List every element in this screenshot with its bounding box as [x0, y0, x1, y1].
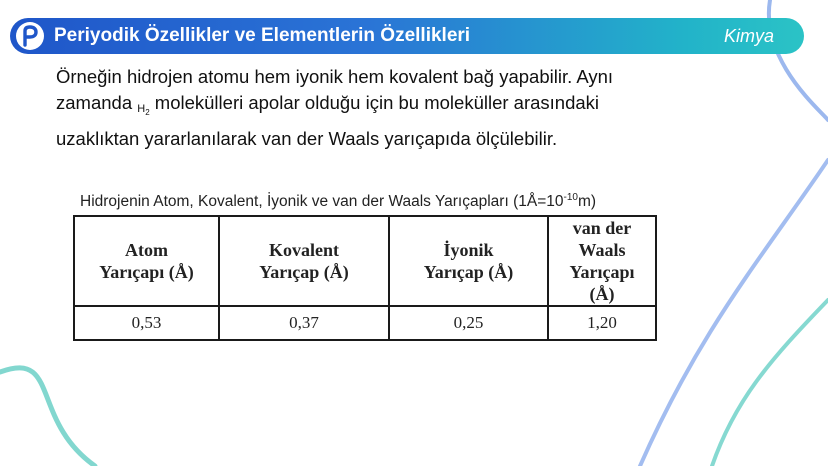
header-line: Yarıçapı (Å) — [569, 262, 635, 304]
header-cell-atom — [74, 216, 219, 306]
table-caption-main: Hidrojenin Atom, Kovalent, İyonik ve van der Waals Yarıçapları — [80, 193, 509, 211]
value-covalent: 0,37 — [219, 306, 389, 340]
title-banner — [10, 18, 804, 54]
header-cell-van-der-waals — [548, 216, 656, 306]
header-line: İyonik — [443, 240, 494, 260]
molecule-formula — [137, 103, 150, 118]
table-row — [74, 306, 656, 340]
header-line: van der Waals — [572, 218, 632, 260]
page-title: Periyodik Özellikler ve Elementlerin Özellikleri — [54, 25, 471, 46]
header-cell-ionic — [389, 216, 548, 306]
header-line: Yarıçapı (Å) — [99, 262, 194, 282]
paragraph-line: uzaklıktan yararlanılarak van der Waals yarıçapıda ölçülebilir. — [56, 128, 558, 150]
table-caption-unit-end: m) — [577, 193, 597, 211]
value-ionic: 0,25 — [389, 306, 548, 340]
table-caption-unit: (1Å=10 — [508, 193, 564, 211]
paragraph-text: molekülleri apolar olduğu için bu moleküller arasındaki — [149, 92, 600, 113]
value-atom: 0,53 — [74, 306, 219, 340]
header-line: Kovalent — [269, 240, 339, 260]
logo-icon — [16, 22, 44, 50]
paragraph-line — [56, 90, 716, 126]
body-paragraph — [56, 64, 716, 152]
table-caption — [80, 192, 596, 211]
paragraph-line: Örneğin hidrojen atomu hem iyonik hem kovalent bağ yapabilir. Aynı — [56, 66, 614, 87]
table-header-row — [74, 216, 656, 306]
value-van-der-waals: 1,20 — [548, 306, 656, 340]
paragraph-text: zamanda — [56, 92, 138, 113]
subject-label: Kimya — [723, 26, 774, 46]
table-caption-exponent: -10 — [563, 192, 578, 203]
molecule-symbol: H — [137, 103, 146, 115]
header-cell-covalent — [219, 216, 389, 306]
radius-table — [73, 215, 657, 341]
header-line: Yarıçap (Å) — [423, 262, 514, 282]
molecule-subscript: 2 — [145, 108, 150, 118]
header-line: Yarıçap (Å) — [259, 262, 349, 282]
header-line: Atom — [125, 240, 168, 260]
